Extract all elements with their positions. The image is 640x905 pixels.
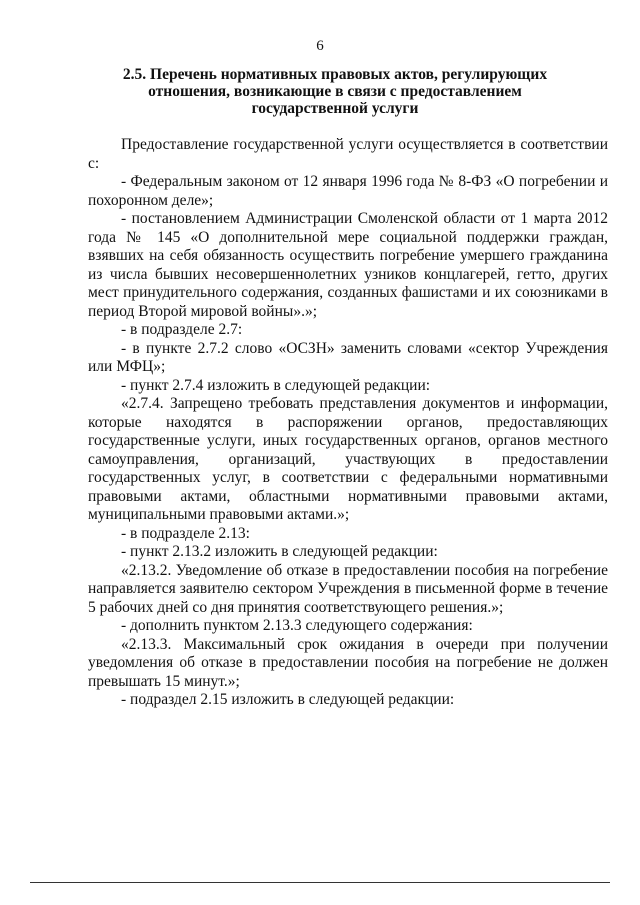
paragraph-intro: Предоставление государственной услуги осуществляется в соответствии с: <box>88 136 608 172</box>
document-body <box>88 136 608 710</box>
section-heading-line-3: государственной услуги <box>251 100 419 117</box>
section-heading-line-1: 2.5. Перечень нормативных правовых актов, регулирующих <box>122 66 548 83</box>
page-number: 6 <box>316 38 324 54</box>
paragraph-resolution-145: - постановлением Администрации Смоленской области от 1 марта 2012 года № 145 «О дополнительной мере социальной поддержки граждан, взявших на себя обязанность осуществить погребение умершего гражданина из числа бывших несовершеннолетних узников концлагерей, гетто, других мест принудительного содержания, созданных фашистами и их союзниками в период Второй мировой войны».»; <box>88 210 608 320</box>
paragraph-item-2-13-2-intro: - пункт 2.13.2 изложить в следующей редакции: <box>121 543 438 560</box>
section-heading-line-2: отношения, возникающие в связи с предоставлением <box>148 83 522 100</box>
paragraph-item-2-13-3-text: «2.13.3. Максимальный срок ожидания в очереди при получении уведомления об отказе в предоставлении пособия на погребение не должен превышать 15 минут.»; <box>88 635 608 690</box>
paragraph-item-2-7-4-intro: - пункт 2.7.4 изложить в следующей редакции: <box>121 376 431 394</box>
paragraph-item-2-13-2-text: «2.13.2. Уведомление об отказе в предоставлении пособия на погребение направляется заявителю сектором Учреждения в письменной форме в течение 5 рабочих дней со дня принятия соответствующего решения.»; <box>88 561 608 616</box>
paragraph-item-2-7-4-text: «2.7.4. Запрещено требовать представления документов и информации, которые находятся в распоряжении органов, предоставляющих государственные услуги, иных государственных органов, органов местного самоуправления, организаций, участвующих в предоставлении государственных услуг, в соответствии с федеральными нормативными правовыми актами, областными нормативными правовыми актами, муниципальными правовыми актами.»; <box>88 395 608 523</box>
paragraph-item-2-7-2: - в пункте 2.7.2 слово «ОСЗН» заменить словами «сектор Учреждения или МФЦ»; <box>88 339 608 375</box>
bottom-rule <box>30 882 610 883</box>
paragraph-subsection-2-13: - в подразделе 2.13: <box>121 524 250 542</box>
paragraph-subsection-2-7: - в подразделе 2.7: <box>121 321 243 338</box>
paragraph-federal-law: - Федеральным законом от 12 января 1996 года № 8-ФЗ «О погребении и похоронном деле»; <box>88 173 608 209</box>
section-heading <box>100 66 570 117</box>
paragraph-subsection-2-15: - подраздел 2.15 изложить в следующей редакции: <box>121 691 455 708</box>
paragraph-item-2-13-3-intro: - дополнить пунктом 2.13.3 следующего содержания: <box>121 617 473 634</box>
